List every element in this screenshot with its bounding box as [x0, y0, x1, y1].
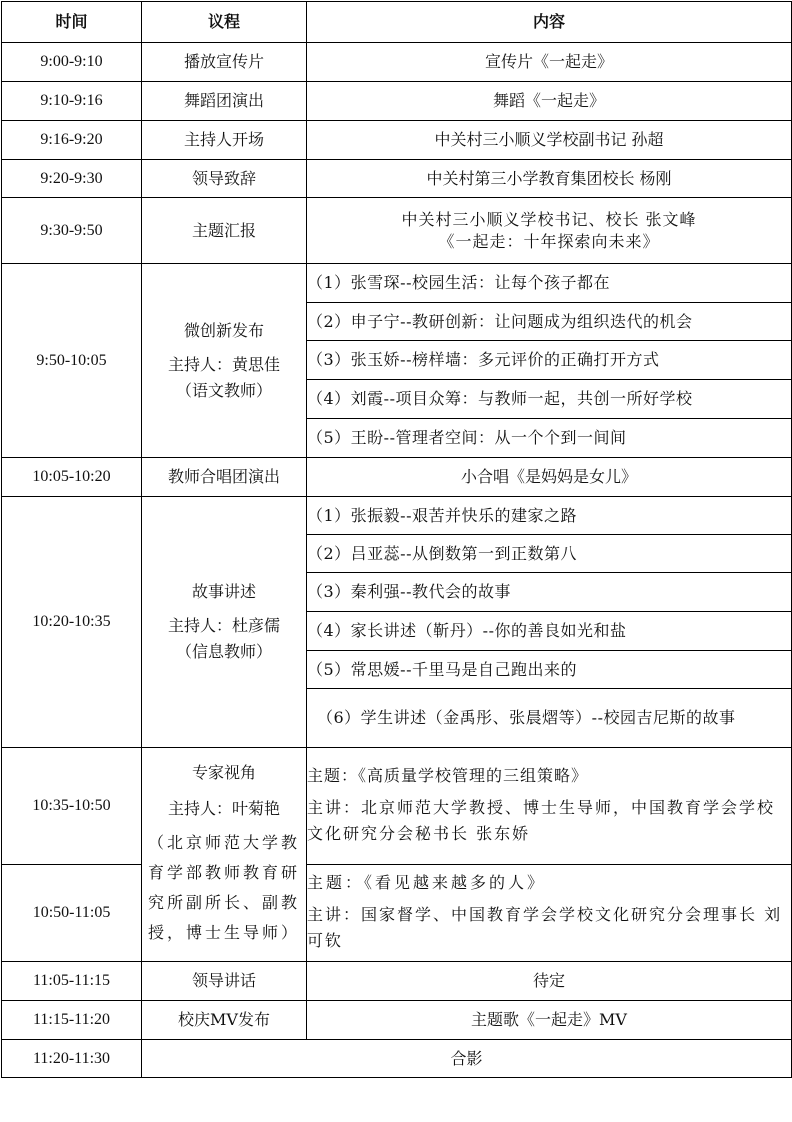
- subitem-cell: （1）张雪琛--校园生活：让每个孩子都在: [307, 264, 792, 303]
- header-row: [2, 2, 792, 43]
- item-cell: 主持人开场: [142, 121, 307, 160]
- subitem-cell: （4）刘霞--项目众筹：与教师一起，共创一所好学校: [307, 380, 792, 419]
- content-line: 中关村三小顺义学校书记、校长 张文峰: [401, 209, 697, 229]
- table-row: [2, 264, 792, 303]
- table-row: [2, 1001, 792, 1040]
- table-row: [2, 198, 792, 264]
- item-cell: 校庆MV发布: [142, 1001, 307, 1040]
- time-cell: 9:10-9:16: [2, 82, 142, 121]
- time-cell: 9:50-10:05: [2, 264, 142, 458]
- header-content: 内容: [307, 2, 792, 43]
- content-cell: 舞蹈《一起走》: [307, 82, 792, 121]
- content-cell: 中关村三小顺义学校副书记 孙超: [307, 121, 792, 160]
- time-cell: 10:35-10:50: [2, 748, 142, 865]
- topic-text: 主题：《看见越来越多的人》: [307, 873, 547, 892]
- subitem-cell: （5）王盼--管理者空间：从一个个到一间间: [307, 419, 792, 458]
- subitem-cell: （5）常思媛--千里马是自己跑出来的: [307, 651, 792, 689]
- header-item: 议程: [142, 2, 307, 43]
- item-cell: 主题汇报: [142, 198, 307, 264]
- time-cell: 9:00-9:10: [2, 43, 142, 82]
- time-cell: 9:16-9:20: [2, 121, 142, 160]
- header-time: 时间: [2, 2, 142, 43]
- host-role: （北京师范大学教育学部教师教育研究所副所长、副教授，博士生导师）: [148, 833, 301, 942]
- time-cell: 11:20-11:30: [2, 1040, 142, 1078]
- subitem-cell: （3）张玉娇--榜样墙：多元评价的正确打开方式: [307, 341, 792, 380]
- item-cell: 领导致辞: [142, 160, 307, 198]
- time-cell: 11:05-11:15: [2, 962, 142, 1001]
- host-role: （信息教师）: [175, 642, 272, 661]
- content-cell: [307, 865, 792, 962]
- subitem-cell: （3）秦利强--教代会的故事: [307, 573, 792, 612]
- time-cell: 9:20-9:30: [2, 160, 142, 198]
- item-cell: [142, 497, 307, 748]
- subitem-cell: （2）吕亚蕊--从倒数第一到正数第八: [307, 535, 792, 573]
- item-cell: [142, 748, 307, 962]
- item-cell: [142, 264, 307, 458]
- time-cell: 10:05-10:20: [2, 458, 142, 497]
- table-row: [2, 497, 792, 535]
- subitem-cell: （6）学生讲述（金禹彤、张晨熠等）--校园吉尼斯的故事: [307, 689, 792, 748]
- table-row: [2, 865, 792, 962]
- content-cell: 待定: [307, 962, 792, 1001]
- item-title: 专家视角: [191, 763, 256, 782]
- content-cell: 主题歌《一起走》MV: [307, 1001, 792, 1040]
- host-name: 主持人：叶菊艳: [167, 799, 280, 818]
- speaker-text: 主讲：国家督学、中国教育学会学校文化研究分会理事长 刘可钦: [307, 905, 783, 950]
- item-title: 微创新发布: [183, 320, 264, 340]
- content-line: 《一起走：十年探索向未来》: [438, 231, 660, 251]
- item-cell: 舞蹈团演出: [142, 82, 307, 121]
- host-name: 主持人：黄思佳: [167, 354, 280, 374]
- table-row: [2, 962, 792, 1001]
- content-cell: 中关村第三小学教育集团校长 杨刚: [307, 160, 792, 198]
- content-cell: [307, 748, 792, 865]
- content-cell: 小合唱《是妈妈是女儿》: [307, 458, 792, 497]
- table-row: [2, 82, 792, 121]
- time-cell: 11:15-11:20: [2, 1001, 142, 1040]
- content-cell: 合影: [142, 1040, 792, 1078]
- subitem-cell: （4）家长讲述（靳丹）--你的善良如光和盐: [307, 612, 792, 651]
- host-name: 主持人：杜彦儒: [167, 616, 280, 635]
- table-row: [2, 160, 792, 198]
- agenda-table: [1, 1, 792, 1078]
- topic-text: 主题：《高质量学校管理的三组策略》: [307, 766, 589, 785]
- table-row: [2, 121, 792, 160]
- content-cell: [307, 198, 792, 264]
- time-cell: 10:20-10:35: [2, 497, 142, 748]
- item-title: 故事讲述: [191, 582, 256, 601]
- host-role: （语文教师）: [175, 380, 272, 400]
- item-cell: 领导讲话: [142, 962, 307, 1001]
- table-row: [2, 458, 792, 497]
- speaker-text: 主讲：北京师范大学教授、博士生导师，中国教育学会学校文化研究分会秘书长 张东娇: [307, 798, 776, 843]
- time-cell: 9:30-9:50: [2, 198, 142, 264]
- table-row: [2, 43, 792, 82]
- subitem-cell: （1）张振毅--艰苦并快乐的建家之路: [307, 497, 792, 535]
- item-cell: 播放宣传片: [142, 43, 307, 82]
- table-row: [2, 748, 792, 865]
- table-row: [2, 1040, 792, 1078]
- time-cell: 10:50-11:05: [2, 865, 142, 962]
- item-cell: 教师合唱团演出: [142, 458, 307, 497]
- subitem-cell: （2）申子宁--教研创新：让问题成为组织迭代的机会: [307, 303, 792, 341]
- content-cell: 宣传片《一起走》: [307, 43, 792, 82]
